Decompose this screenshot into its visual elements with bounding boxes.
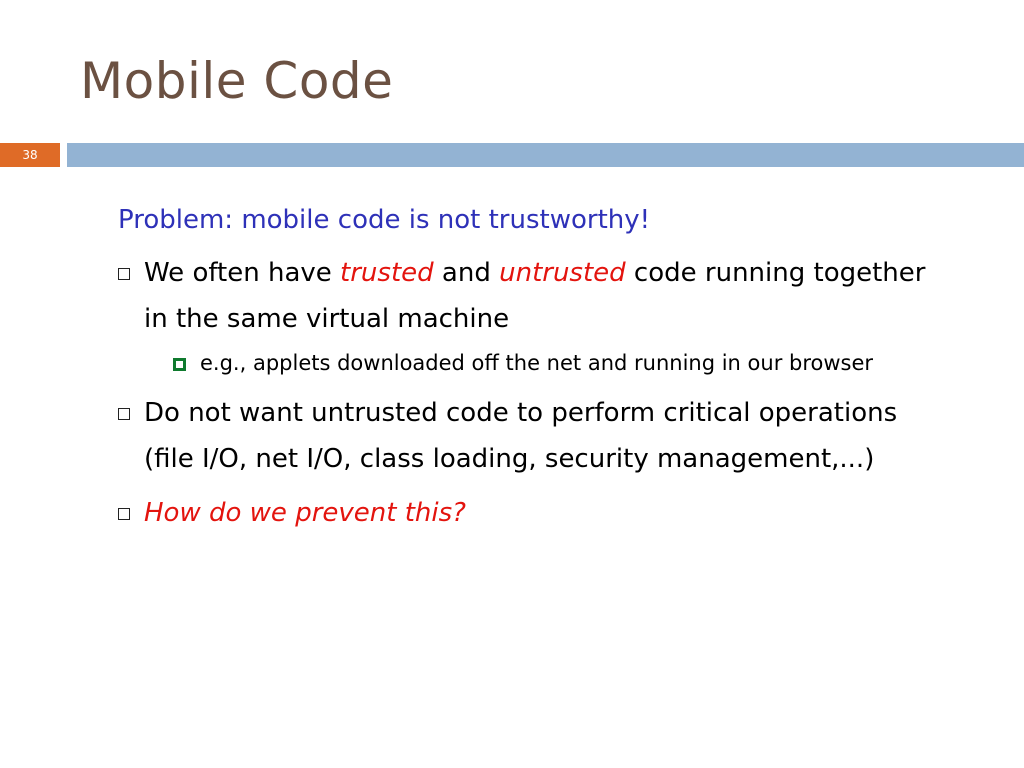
trusted-word: trusted <box>340 258 434 288</box>
hollow-square-icon <box>118 508 130 520</box>
bullet-1-and: and <box>433 258 500 288</box>
slide-number-badge: 38 <box>0 143 60 167</box>
bullet-3-text: How do we prevent this? <box>144 498 466 528</box>
bullet-item-3 <box>118 490 938 536</box>
bullet-1-text-after: code running together in the same virtual machine <box>144 258 926 334</box>
slide-title: Mobile Code <box>80 52 394 110</box>
bullet-2-text: Do not want untrusted code to perform critical operations (file I/O, net I/O, class loading, security management,...) <box>144 398 898 474</box>
slide-content <box>118 198 938 536</box>
sub-bullet-item <box>118 344 938 382</box>
sub-bullet-text: e.g., applets downloaded off the net and running in our browser <box>200 351 874 375</box>
problem-heading: Problem: mobile code is not trustworthy! <box>118 205 651 235</box>
bullet-1-text-before: We often have <box>144 258 341 288</box>
green-square-icon <box>173 358 186 371</box>
hollow-square-icon <box>118 268 130 280</box>
header-bar <box>67 143 1024 167</box>
untrusted-word: untrusted <box>499 258 626 288</box>
bullet-item-2 <box>118 390 938 482</box>
hollow-square-icon <box>118 408 130 420</box>
bullet-item-1 <box>118 250 938 342</box>
